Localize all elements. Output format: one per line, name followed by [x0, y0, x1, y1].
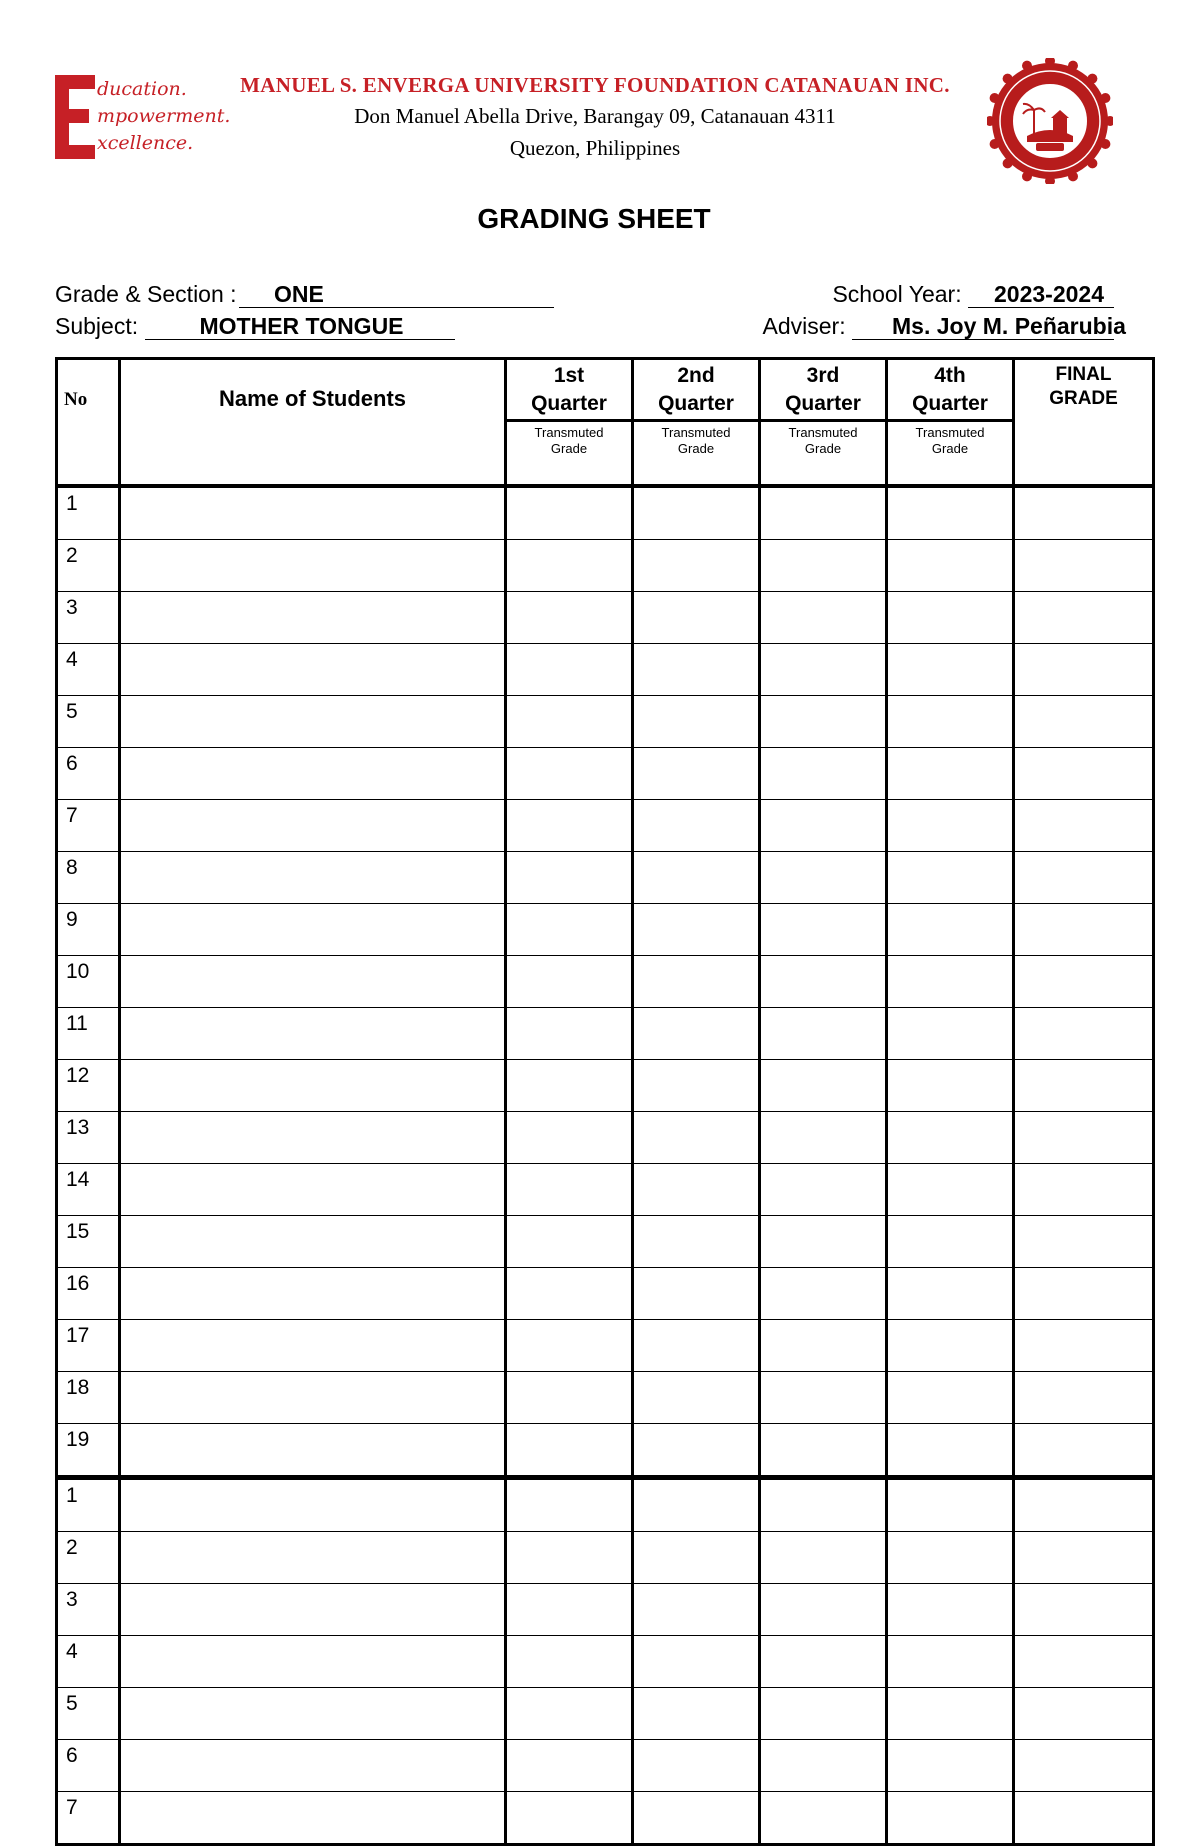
university-seal-icon	[987, 58, 1113, 184]
quarter-3-cell	[760, 1532, 887, 1584]
final-grade-cell	[1014, 800, 1154, 852]
quarter-3-cell	[760, 800, 887, 852]
name-cell	[120, 696, 506, 748]
quarter-3-cell	[760, 1688, 887, 1740]
quarter-2-cell	[633, 1532, 760, 1584]
table-row	[57, 592, 1154, 644]
quarter-3-cell	[760, 904, 887, 956]
quarter-3-cell	[760, 1372, 887, 1424]
quarter-2-cell	[633, 1792, 760, 1845]
quarter-2-cell	[633, 800, 760, 852]
quarter-2-cell	[633, 1740, 760, 1792]
name-cell	[120, 800, 506, 852]
grading-table	[55, 357, 1155, 1846]
row-number: 7	[57, 1792, 120, 1845]
final-grade-cell	[1014, 1532, 1154, 1584]
quarter-2-sub-line1: Transmuted	[661, 425, 731, 440]
final-grade-cell	[1014, 592, 1154, 644]
logo-word-empowerment: mpowerment.	[97, 105, 231, 127]
quarter-4-cell	[887, 956, 1014, 1008]
quarter-2-cell	[633, 1320, 760, 1372]
row-number: 6	[57, 748, 120, 800]
grading-table-body	[57, 486, 1154, 1845]
quarter-3-cell	[760, 1636, 887, 1688]
table-row	[57, 1424, 1154, 1478]
quarter-1-cell	[506, 800, 633, 852]
grade-section-value: ONE	[239, 281, 554, 308]
name-cell	[120, 1688, 506, 1740]
name-cell	[120, 1478, 506, 1532]
quarter-2-cell	[633, 540, 760, 592]
quarter-3-cell	[760, 1060, 887, 1112]
quarter-4-cell	[887, 1424, 1014, 1478]
quarter-1-cell	[506, 1216, 633, 1268]
final-grade-cell	[1014, 1112, 1154, 1164]
table-row	[57, 1584, 1154, 1636]
final-grade-cell	[1014, 852, 1154, 904]
subject-value: MOTHER TONGUE	[145, 313, 455, 340]
quarter-3-cell	[760, 748, 887, 800]
quarter-3-title-line2: Quarter	[785, 392, 861, 415]
table-row	[57, 1164, 1154, 1216]
quarter-3-cell	[760, 1740, 887, 1792]
quarter-4-cell	[887, 1688, 1014, 1740]
final-grade-cell	[1014, 1792, 1154, 1845]
table-header-row	[57, 359, 1154, 487]
name-cell	[120, 1740, 506, 1792]
table-row	[57, 1320, 1154, 1372]
quarter-4-cell	[887, 1584, 1014, 1636]
adviser-line	[762, 313, 1126, 340]
row-number: 1	[57, 1478, 120, 1532]
quarter-4-cell	[887, 1320, 1014, 1372]
name-cell	[120, 1164, 506, 1216]
quarter-1-cell	[506, 1478, 633, 1532]
letter-e-logo-icon	[55, 75, 95, 159]
quarter-3-cell	[760, 644, 887, 696]
column-header-final-grade	[1014, 359, 1154, 487]
quarter-1-cell	[506, 592, 633, 644]
name-cell	[120, 1060, 506, 1112]
quarter-1-cell	[506, 1268, 633, 1320]
row-number: 4	[57, 1636, 120, 1688]
row-number: 1	[57, 486, 120, 540]
adviser-value: Ms. Joy M. Peñarubia	[852, 313, 1114, 340]
quarter-1-cell	[506, 1584, 633, 1636]
table-row	[57, 1216, 1154, 1268]
final-grade-cell	[1014, 1320, 1154, 1372]
quarter-4-cell	[887, 1060, 1014, 1112]
table-row	[57, 644, 1154, 696]
quarter-3-cell	[760, 1584, 887, 1636]
table-row	[57, 1532, 1154, 1584]
quarter-1-cell	[506, 1008, 633, 1060]
table-row	[57, 1478, 1154, 1532]
final-grade-cell	[1014, 486, 1154, 540]
quarter-2-cell	[633, 904, 760, 956]
final-grade-line1: FINAL	[1055, 364, 1112, 385]
row-number: 18	[57, 1372, 120, 1424]
row-number: 2	[57, 1532, 120, 1584]
column-header-quarter-4	[887, 359, 1014, 487]
quarter-4-title-line2: Quarter	[912, 392, 988, 415]
quarter-1-cell	[506, 1792, 633, 1845]
quarter-4-cell	[887, 592, 1014, 644]
quarter-2-cell	[633, 1478, 760, 1532]
row-number: 11	[57, 1008, 120, 1060]
quarter-4-cell	[887, 540, 1014, 592]
final-grade-cell	[1014, 1478, 1154, 1532]
logo-word-education: ducation.	[97, 78, 187, 100]
table-row	[57, 852, 1154, 904]
quarter-4-cell	[887, 1532, 1014, 1584]
quarter-3-cell	[760, 1478, 887, 1532]
quarter-2-cell	[633, 1164, 760, 1216]
column-header-quarter-3	[760, 359, 887, 487]
table-row	[57, 1740, 1154, 1792]
row-number: 7	[57, 800, 120, 852]
quarter-4-cell	[887, 1372, 1014, 1424]
row-number: 17	[57, 1320, 120, 1372]
school-year-line	[832, 281, 1114, 308]
quarter-3-cell	[760, 1320, 887, 1372]
row-number: 4	[57, 644, 120, 696]
row-number: 16	[57, 1268, 120, 1320]
table-row	[57, 1008, 1154, 1060]
table-row	[57, 1268, 1154, 1320]
quarter-3-cell	[760, 956, 887, 1008]
quarter-3-cell	[760, 696, 887, 748]
address-line-2: Quezon, Philippines	[509, 136, 681, 160]
grade-section-label: Grade & Section :	[55, 281, 237, 307]
final-grade-cell	[1014, 904, 1154, 956]
name-cell	[120, 904, 506, 956]
table-row	[57, 1112, 1154, 1164]
quarter-2-cell	[633, 956, 760, 1008]
name-cell	[120, 1320, 506, 1372]
school-year-label: School Year:	[832, 281, 962, 307]
quarter-1-cell	[506, 1372, 633, 1424]
quarter-2-sub-line2: Grade	[677, 441, 715, 456]
quarter-2-cell	[633, 1268, 760, 1320]
quarter-4-cell	[887, 486, 1014, 540]
final-grade-cell	[1014, 956, 1154, 1008]
quarter-3-sub-line2: Grade	[804, 441, 842, 456]
table-row	[57, 486, 1154, 540]
address-line-1: Don Manuel Abella Drive, Barangay 09, Catanauan 4311	[354, 104, 836, 128]
final-grade-cell	[1014, 1688, 1154, 1740]
quarter-4-cell	[887, 1636, 1014, 1688]
adviser-label: Adviser:	[762, 313, 846, 339]
quarter-4-sub-line1: Transmuted	[915, 425, 985, 440]
quarter-1-cell	[506, 1320, 633, 1372]
grade-section-line	[55, 281, 554, 308]
column-header-quarter-2	[633, 359, 760, 487]
quarter-2-cell	[633, 1216, 760, 1268]
quarter-2-cell	[633, 644, 760, 696]
quarter-4-cell	[887, 644, 1014, 696]
quarter-2-title-line1: 2nd	[677, 364, 715, 387]
final-grade-cell	[1014, 1060, 1154, 1112]
quarter-1-title-line1: 1st	[553, 364, 585, 387]
quarter-1-cell	[506, 852, 633, 904]
final-grade-cell	[1014, 1164, 1154, 1216]
quarter-3-cell	[760, 1112, 887, 1164]
name-cell	[120, 852, 506, 904]
quarter-2-cell	[633, 1008, 760, 1060]
final-grade-cell	[1014, 1424, 1154, 1478]
final-grade-cell	[1014, 1216, 1154, 1268]
row-number: 14	[57, 1164, 120, 1216]
name-cell	[120, 1372, 506, 1424]
row-number: 5	[57, 1688, 120, 1740]
quarter-3-title-line1: 3rd	[806, 364, 840, 387]
quarter-3-cell	[760, 1216, 887, 1268]
quarter-4-cell	[887, 1740, 1014, 1792]
quarter-4-cell	[887, 1216, 1014, 1268]
name-cell	[120, 1268, 506, 1320]
final-grade-cell	[1014, 1008, 1154, 1060]
row-number: 15	[57, 1216, 120, 1268]
final-grade-cell	[1014, 696, 1154, 748]
quarter-2-cell	[633, 696, 760, 748]
table-row	[57, 904, 1154, 956]
name-cell	[120, 1008, 506, 1060]
table-row	[57, 748, 1154, 800]
table-row	[57, 1060, 1154, 1112]
final-grade-cell	[1014, 1372, 1154, 1424]
quarter-3-cell	[760, 540, 887, 592]
quarter-4-sub-line2: Grade	[931, 441, 969, 456]
quarter-1-cell	[506, 1636, 633, 1688]
quarter-1-sub-line1: Transmuted	[534, 425, 604, 440]
quarter-3-sub-line1: Transmuted	[788, 425, 858, 440]
quarter-4-cell	[887, 1268, 1014, 1320]
quarter-4-cell	[887, 1478, 1014, 1532]
quarter-3-cell	[760, 1008, 887, 1060]
row-number: 3	[57, 1584, 120, 1636]
logo-word-excellence: xcellence.	[97, 132, 194, 154]
university-name: MANUEL S. ENVERGA UNIVERSITY FOUNDATION CATANAUAN INC.	[240, 73, 950, 97]
final-grade-cell	[1014, 1740, 1154, 1792]
quarter-1-cell	[506, 956, 633, 1008]
quarter-4-cell	[887, 904, 1014, 956]
final-grade-cell	[1014, 540, 1154, 592]
row-number: 8	[57, 852, 120, 904]
row-number: 3	[57, 592, 120, 644]
row-number: 10	[57, 956, 120, 1008]
quarter-4-cell	[887, 696, 1014, 748]
table-row	[57, 696, 1154, 748]
final-grade-line2: GRADE	[1049, 388, 1118, 409]
quarter-1-cell	[506, 748, 633, 800]
name-cell	[120, 1792, 506, 1845]
row-number: 12	[57, 1060, 120, 1112]
row-number: 6	[57, 1740, 120, 1792]
quarter-2-cell	[633, 1584, 760, 1636]
quarter-2-cell	[633, 486, 760, 540]
quarter-1-title-line2: Quarter	[531, 392, 607, 415]
quarter-1-cell	[506, 1424, 633, 1478]
quarter-3-cell	[760, 486, 887, 540]
final-grade-cell	[1014, 644, 1154, 696]
quarter-3-cell	[760, 1164, 887, 1216]
table-row	[57, 956, 1154, 1008]
quarter-3-cell	[760, 852, 887, 904]
quarter-1-cell	[506, 1532, 633, 1584]
name-cell	[120, 1636, 506, 1688]
quarter-2-cell	[633, 1112, 760, 1164]
quarter-1-cell	[506, 1060, 633, 1112]
row-number: 19	[57, 1424, 120, 1478]
column-header-quarter-1	[506, 359, 633, 487]
row-number: 2	[57, 540, 120, 592]
table-row	[57, 1792, 1154, 1845]
quarter-1-cell	[506, 644, 633, 696]
page-title: GRADING SHEET	[477, 203, 711, 234]
name-cell	[120, 1216, 506, 1268]
table-row	[57, 800, 1154, 852]
final-grade-cell	[1014, 1636, 1154, 1688]
column-header-no: No	[57, 359, 120, 487]
name-cell	[120, 540, 506, 592]
quarter-2-cell	[633, 592, 760, 644]
name-cell	[120, 1112, 506, 1164]
name-cell	[120, 748, 506, 800]
quarter-2-cell	[633, 852, 760, 904]
quarter-1-sub-line2: Grade	[550, 441, 588, 456]
quarter-4-title-line1: 4th	[934, 364, 966, 387]
quarter-1-cell	[506, 696, 633, 748]
quarter-1-cell	[506, 1112, 633, 1164]
quarter-2-cell	[633, 1060, 760, 1112]
subject-line	[55, 313, 455, 340]
table-row	[57, 540, 1154, 592]
column-header-name: Name of Students	[120, 359, 506, 487]
quarter-4-cell	[887, 748, 1014, 800]
table-row	[57, 1636, 1154, 1688]
quarter-1-cell	[506, 1688, 633, 1740]
name-cell	[120, 1424, 506, 1478]
quarter-1-cell	[506, 1740, 633, 1792]
final-grade-cell	[1014, 748, 1154, 800]
quarter-1-cell	[506, 1164, 633, 1216]
quarter-3-cell	[760, 592, 887, 644]
quarter-3-cell	[760, 1792, 887, 1845]
table-row	[57, 1372, 1154, 1424]
quarter-4-cell	[887, 1112, 1014, 1164]
name-cell	[120, 1532, 506, 1584]
quarter-4-cell	[887, 852, 1014, 904]
final-grade-cell	[1014, 1584, 1154, 1636]
name-cell	[120, 1584, 506, 1636]
quarter-3-cell	[760, 1424, 887, 1478]
quarter-2-cell	[633, 748, 760, 800]
row-number: 9	[57, 904, 120, 956]
quarter-2-cell	[633, 1424, 760, 1478]
final-grade-cell	[1014, 1268, 1154, 1320]
quarter-2-cell	[633, 1636, 760, 1688]
quarter-4-cell	[887, 1164, 1014, 1216]
table-row	[57, 1688, 1154, 1740]
quarter-2-cell	[633, 1688, 760, 1740]
name-cell	[120, 956, 506, 1008]
row-number: 5	[57, 696, 120, 748]
quarter-4-cell	[887, 1008, 1014, 1060]
quarter-4-cell	[887, 1792, 1014, 1845]
quarter-1-cell	[506, 540, 633, 592]
row-number: 13	[57, 1112, 120, 1164]
quarter-2-cell	[633, 1372, 760, 1424]
quarter-4-cell	[887, 800, 1014, 852]
quarter-1-cell	[506, 904, 633, 956]
name-cell	[120, 592, 506, 644]
quarter-1-cell	[506, 486, 633, 540]
quarter-2-title-line2: Quarter	[658, 392, 734, 415]
subject-label: Subject:	[55, 313, 139, 339]
quarter-3-cell	[760, 1268, 887, 1320]
school-year-value: 2023-2024	[968, 281, 1114, 308]
name-cell	[120, 644, 506, 696]
name-cell	[120, 486, 506, 540]
